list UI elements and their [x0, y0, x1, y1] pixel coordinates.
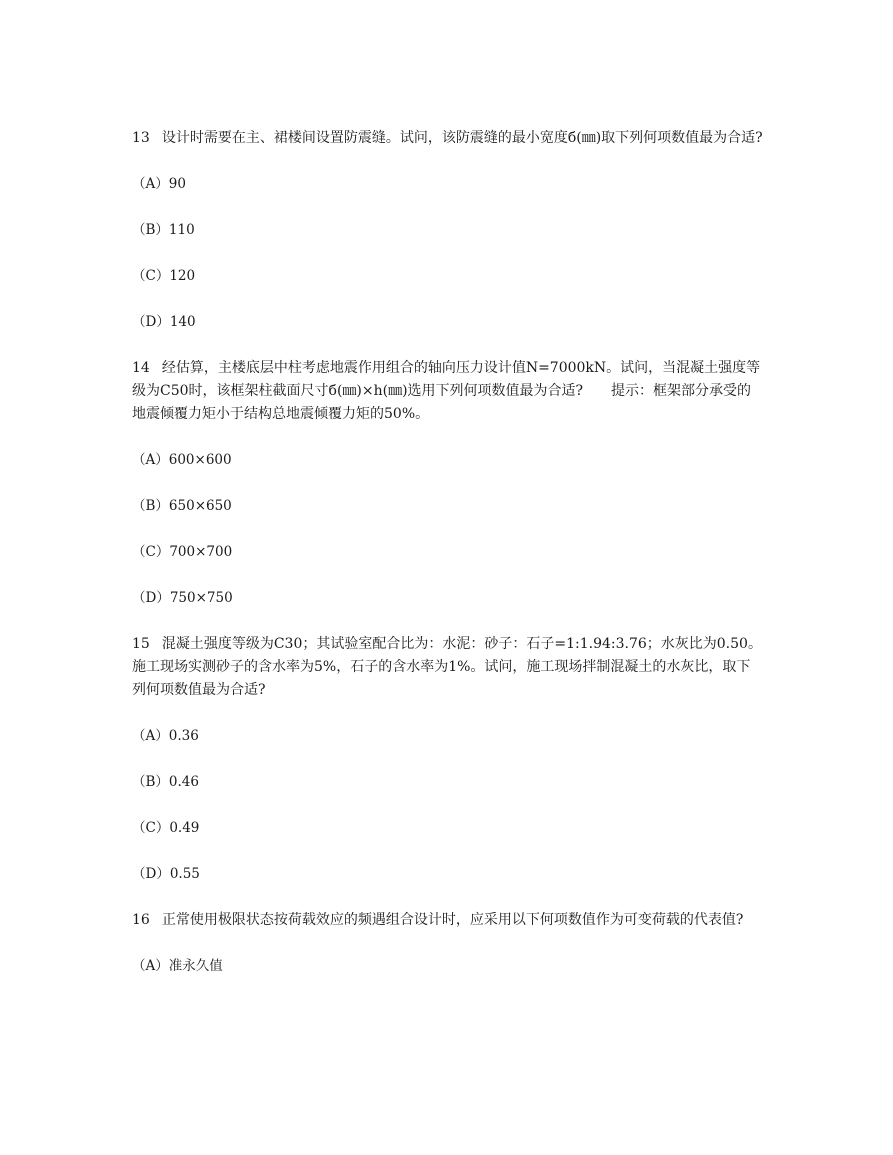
question-number: 14 [132, 360, 150, 376]
document-page [132, 127, 764, 978]
question-13 [132, 127, 764, 334]
option-d: （D）0.55 [132, 866, 200, 882]
option-c: （C）700×700 [132, 544, 233, 560]
option-b: （B）0.46 [132, 774, 199, 790]
option-d: （D）140 [132, 314, 196, 330]
option-a: （A）90 [132, 176, 186, 192]
question-text [132, 357, 764, 426]
option-b: （B）650×650 [132, 498, 232, 514]
question-15 [132, 633, 764, 886]
question-number: 16 [132, 912, 150, 928]
option-a: （A）0.36 [132, 728, 199, 744]
option-b: （B）110 [132, 222, 195, 238]
question-text [132, 909, 764, 932]
question-14 [132, 357, 764, 610]
option-d: （D）750×750 [132, 590, 233, 606]
question-body: 设计时需要在主、裙楼间设置防震缝。试问，该防震缝的最小宽度б(㎜)取下列何项数值最为合适? [161, 130, 763, 146]
option-a: （A）准永久值 [132, 958, 223, 974]
option-c: （C）0.49 [132, 820, 200, 836]
question-text [132, 633, 764, 702]
option-c: （C）120 [132, 268, 196, 284]
question-body: 经估算，主楼底层中柱考虑地震作用组合的轴向压力设计值N=7000kN。试问，当混凝土强度等级为C50时，该框架柱截面尺寸б(㎜)×h(㎜)选用下列何项数值最为合适? 提示：框架部分承受的地震倾覆力矩小于结构总地震倾覆力矩的50%。 [132, 360, 761, 422]
question-16 [132, 909, 764, 978]
question-body: 正常使用极限状态按荷载效应的频遇组合设计时，应采用以下何项数值作为可变荷载的代表值? [161, 912, 744, 928]
question-number: 15 [132, 636, 150, 652]
option-a: （A）600×600 [132, 452, 232, 468]
question-body: 混凝土强度等级为C30；其试验室配合比为：水泥：砂子：石子=1:1.94:3.76；水灰比为0.50。施工现场实测砂子的含水率为5%，石子的含水率为1%。试问，施工现场拌制混凝土的水灰比，取下列何项数值最为合适? [132, 636, 762, 698]
question-text [132, 127, 764, 150]
question-number: 13 [132, 130, 150, 146]
